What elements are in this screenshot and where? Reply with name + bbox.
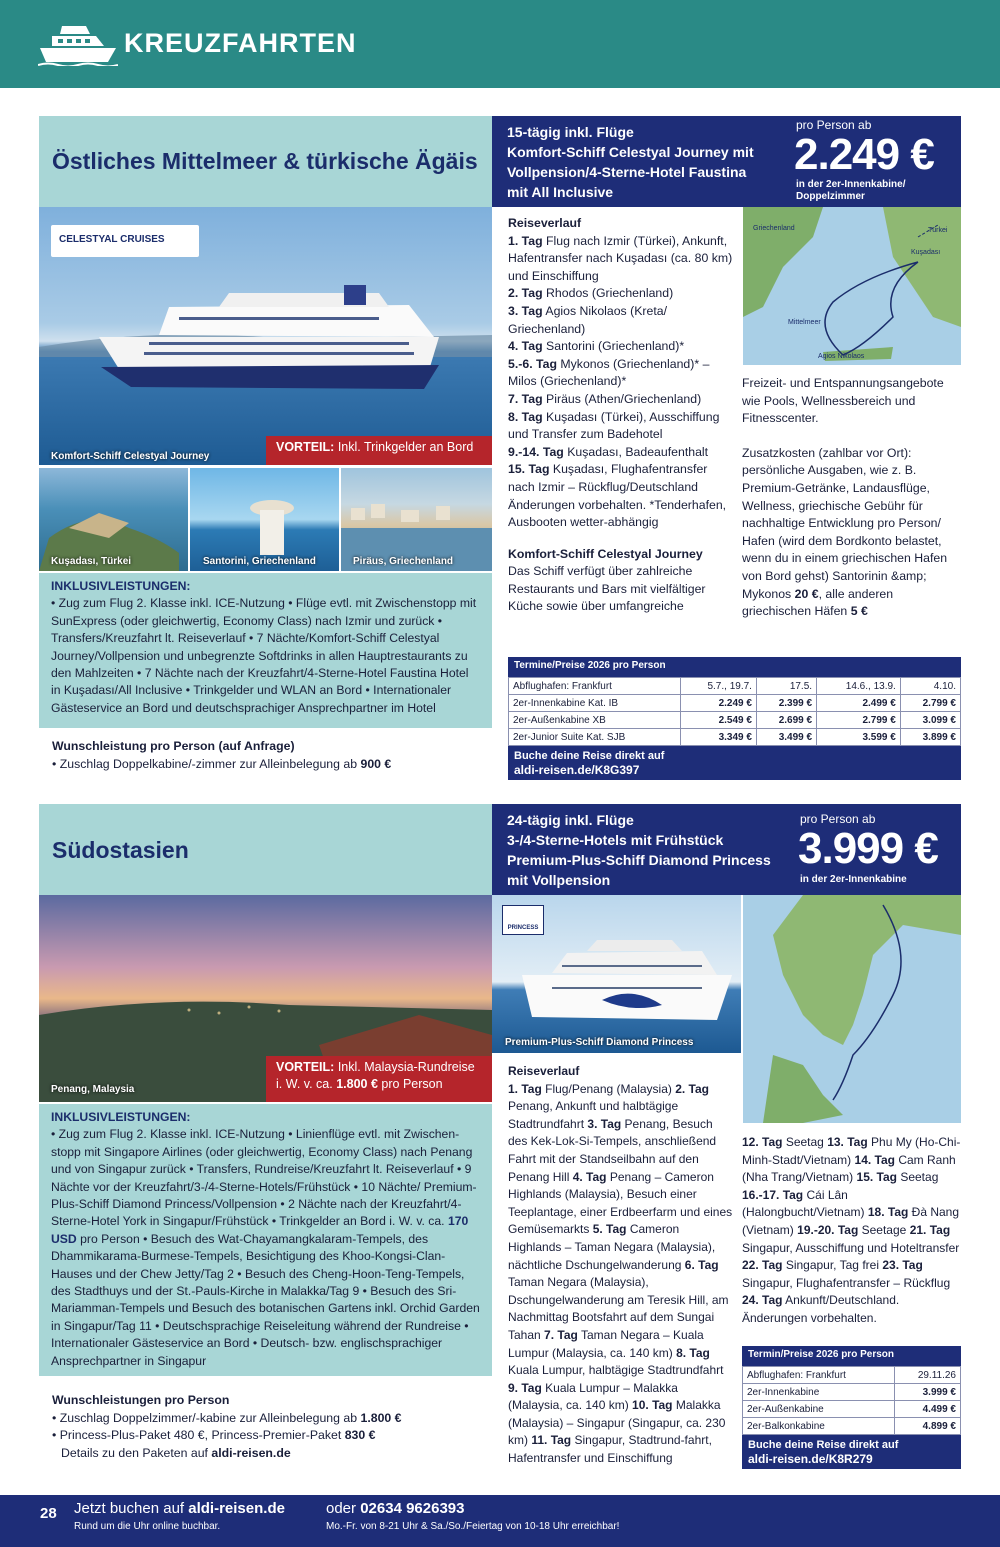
map-label: Griechenland bbox=[753, 225, 795, 232]
offer2-price-panel bbox=[492, 804, 961, 895]
price-table bbox=[742, 1366, 961, 1435]
offer2-ship-photo bbox=[492, 895, 741, 1053]
offer1-pro-person: pro Person ab bbox=[796, 118, 872, 132]
footer-phone bbox=[326, 1500, 464, 1517]
footer-link[interactable]: aldi-reisen.de bbox=[188, 1500, 285, 1517]
rv-note: Änderungen vorbehalten. bbox=[742, 1310, 877, 1325]
offer1-sub-line: mit All Inclusive bbox=[507, 184, 614, 200]
wunsch-price: 1.800 € bbox=[360, 1410, 402, 1425]
table-title: Termine/Preise 2026 pro Person bbox=[508, 657, 961, 677]
offer2-sub-line: 3-/4-Sterne-Hotels mit Frühstück bbox=[507, 832, 724, 848]
footer-online: Rund um die Uhr online buchbar. bbox=[74, 1521, 221, 1532]
offer1-ship-caption: Komfort-Schiff Celestyal Journey bbox=[51, 451, 210, 462]
offer2-pro-person: pro Person ab bbox=[800, 812, 876, 826]
inkl-text: • Zug zum Flug 2. Klasse inkl. ICE-Nutzung • Flüge evtl. mit Zwischenstopp mit SunExpress (oder gleichwertig, Economy Class) nach Izmir und zurück • Transfers/Kreuzfahrt lt. Reiseverlauf • 7 Nächte/Komfort-Schiff Celestyal Journey/Vollpension und unbegrenzte Softdrinks in allen Hauptrestaurants zu den Mahlzeiten • 7 Nächte nach der Kreuzfahrt/4-Sterne-Hotel Faustina Hotel in Kuşadası/All Inclusive • Trinkgelder und WLAN an Bord • Internationaler Gästeservice an Bord und deutschsprachiger Ansprechpartner im Hotel bbox=[51, 596, 477, 715]
wunsch-price: 900 € bbox=[360, 756, 392, 771]
page-number: 28 bbox=[40, 1505, 57, 1522]
footer-oder: oder bbox=[326, 1500, 357, 1517]
offer1-vorteil-badge bbox=[266, 436, 492, 465]
ship-title: Komfort-Schiff Celestyal Journey bbox=[508, 546, 703, 561]
offer1-inklusivleistungen bbox=[39, 573, 492, 728]
map-label: Mittelmeer bbox=[788, 319, 821, 326]
table-row: 2er-Junior Suite Kat. SJB 3.349 € 3.499 € 3.599 € 3.899 € bbox=[509, 729, 961, 746]
offer1-subtitle bbox=[507, 122, 777, 202]
vorteil-text: i. W. v. ca. bbox=[276, 1077, 333, 1091]
inkl-text: • Zug zum Flug 2. Klasse inkl. ICE-Nutzung • Linienflüge evtl. mit Zwischen-stopp mit Singapore Airlines (oder gleichwertig, Economy Class) nach Penang und von Singapur zurück • Transfers, Rundreise/Kreuzfahrt lt. Reiseverlauf • 9 Nächte vor der Kreuzfahrt/3-/4-Sterne-Hotels/Frühstück • 10 Nächte/ Premium-Plus-Schiff Diamond Princess/Vollpension • 2 Nächte nach der Kreuzfahrt/4-Sterne-Hotel York in Singapur/Frühstück • Trinkgelder an Bord i. W. v. ca. bbox=[51, 1127, 477, 1229]
offer2-vorteil-badge bbox=[266, 1056, 492, 1102]
footer-book-text: Jetzt buchen auf bbox=[74, 1500, 185, 1517]
table-row: 2er-Balkonkabine 4.899 € bbox=[743, 1418, 961, 1435]
photo-caption: Piräus, Griechenland bbox=[353, 556, 454, 567]
vorteil-label: VORTEIL: bbox=[276, 440, 335, 454]
offer2-sub-line: mit Vollpension bbox=[507, 872, 611, 888]
page-header bbox=[0, 0, 1000, 88]
rv-note: Änderungen vorbehalten. *Tenderhafen, Ausbooten wetter-abhängig bbox=[508, 497, 727, 530]
offer2-price-note: in der 2er-Innenkabine bbox=[800, 874, 907, 885]
inkl-title: INKLUSIVLEISTUNGEN: bbox=[51, 1110, 191, 1124]
offer1-sub-line: 15-tägig inkl. Flüge bbox=[507, 124, 634, 140]
offer2-subtitle bbox=[507, 810, 787, 890]
photo-caption: Kuşadası, Türkei bbox=[51, 556, 132, 567]
vorteil-text: Inkl. Trinkgelder an Bord bbox=[337, 440, 474, 454]
booking-link[interactable]: Buche deine Reise direkt auf aldi-reisen.de/K8R279 bbox=[742, 1435, 961, 1469]
offer2-reiseverlauf-cont: 12. Tag Seetag 13. Tag Phu My (Ho-Chi-Minh-Stadt/Vietnam) 14. Tag Cam Ranh (Nha Trang/Vietnam) 15. Tag Seetag 16.-17. Tag Cái Lân (Halongbucht/Vietnam) 18. Tag Đà Nang (Vietnam) 19.-20. Tag Seetage 21. Tag Singapur, Ausschiffung und Hoteltransfer 22. Tag Singapur, Tag frei 23. Tag Singapur, Flughafentransfer – Rückflug 24. Tag Ankunft/Deutschland. Änderungen vorbehalten. bbox=[742, 1135, 961, 1325]
offer1-ship-photo bbox=[39, 207, 492, 465]
fee-b: 5 € bbox=[850, 604, 868, 619]
fee-a: 20 € bbox=[794, 586, 819, 601]
offer2-wunschleistungen bbox=[52, 1392, 492, 1462]
table-row: 2er-Außenkabine XB 2.549 € 2.699 € 2.799 € 3.099 € bbox=[509, 712, 961, 729]
offer1-price: 2.249 € bbox=[794, 130, 934, 179]
offer1-sub-line: Vollpension/4-Sterne-Hotel Faustina bbox=[507, 164, 747, 180]
offer2-inklusivleistungen bbox=[39, 1104, 492, 1376]
rv-title: Reiseverlauf bbox=[508, 1064, 580, 1078]
inkl-text: pro Person • Besuch des Wat-Chayamangkalaram-Tempels, des Dhammikarama-Burmese-Tempels, Besichtigung des Khoo-Kongsi-Clan-Hauses und der Chew Jetty/Tag 2 • Besuch des Cheng-Hoon-Teng-Tempels, des Stadthuys und der St.-Pauls-Kirche in Malakka/Tag 9 • Besuch des Sri-Mariamman-Tempels und Besuch des botanischen Gartens inkl. Orchid Garden in Singapur/Tag 11 • Deutschsprachige Reiseleitung während der Rundreise • Internationaler Gästeservice an Bord • Deutsch- bzw. englischsprachiger Ansprechpartner in Singapur bbox=[51, 1231, 480, 1368]
vorteil-price: 1.800 € bbox=[336, 1077, 378, 1091]
inkl-title: INKLUSIVLEISTUNGEN: bbox=[51, 579, 191, 593]
offer2-route-map bbox=[743, 895, 961, 1123]
wunsch-title: Wunschleistungen pro Person bbox=[52, 1393, 230, 1407]
ship-text: Das Schiff verfügt über zahlreiche Restaurants und Bars mit vielfältiger Küche sowie über umfangreiche bbox=[508, 564, 706, 614]
offer1-title: Östliches Mittelmeer & türkische Ägäis bbox=[52, 148, 478, 174]
table-row: 2er-Innenkabine 3.999 € bbox=[743, 1384, 961, 1401]
map-label: Agios Nikolaos bbox=[818, 353, 865, 360]
offer2-price-table bbox=[742, 1346, 961, 1469]
map-label: Türkei bbox=[928, 227, 948, 234]
rv-title: Reiseverlauf bbox=[508, 216, 582, 230]
wunsch-text: • Princess-Plus-Paket 480 €, Princess-Premier-Paket bbox=[52, 1428, 342, 1443]
footer-book bbox=[74, 1500, 285, 1517]
offer1-wunschleistung bbox=[52, 738, 492, 773]
offer2-title: Südostasien bbox=[52, 837, 189, 863]
wunsch-text: • Zuschlag Doppelkabine/-zimmer zur Alleinbelegung ab bbox=[52, 756, 358, 771]
offer2-ship-caption: Premium-Plus-Schiff Diamond Princess bbox=[505, 1037, 694, 1048]
offer2-sub-line: Premium-Plus-Schiff Diamond Princess bbox=[507, 852, 771, 868]
vorteil-label: VORTEIL: bbox=[276, 1060, 335, 1074]
wunsch-text: Details zu den Paketen auf bbox=[61, 1445, 208, 1460]
section-title: KREUZFAHRTEN bbox=[124, 28, 357, 58]
vorteil-text: pro Person bbox=[381, 1077, 443, 1091]
offer1-sub-line: Komfort-Schiff Celestyal Journey mit bbox=[507, 144, 754, 160]
right-text-2b: , alle anderen griechischen Häfen bbox=[742, 586, 894, 619]
footer-hours: Mo.-Fr. von 8-21 Uhr & Sa./So./Feiertag von 10-18 Uhr erreichbar! bbox=[326, 1521, 620, 1532]
offer1-right-text bbox=[742, 375, 961, 621]
table-row: 2er-Außenkabine 4.499 € bbox=[743, 1401, 961, 1418]
offer2-price: 3.999 € bbox=[798, 824, 938, 873]
offer2-photo-caption: Penang, Malaysia bbox=[51, 1084, 135, 1095]
booking-link[interactable]: Buche deine Reise direkt auf aldi-reisen.de/K8G397 bbox=[508, 746, 961, 780]
wunsch-title: Wunschleistung pro Person (auf Anfrage) bbox=[52, 739, 295, 753]
map-label: Kuşadası bbox=[911, 249, 941, 256]
offer1-price-note: in der 2er-Innenkabine/ Doppelzimmer bbox=[796, 179, 906, 202]
offer1-route-map bbox=[743, 207, 961, 365]
wunsch-price: 830 € bbox=[344, 1428, 376, 1443]
wunsch-text: • Zuschlag Doppelzimmer/-kabine zur Alleinbelegung ab bbox=[52, 1410, 358, 1425]
celestyal-logo: CELESTYAL CRUISES bbox=[51, 225, 199, 257]
phone-number[interactable]: 02634 9626393 bbox=[360, 1500, 465, 1517]
right-text-1: Freizeit- und Entspannungsangebote wie Pools, Wellnessbereich und Fitnesscenter. bbox=[742, 376, 944, 426]
vorteil-text: Inkl. Malaysia-Rundreise bbox=[337, 1060, 475, 1074]
offer1-title-panel bbox=[39, 116, 492, 207]
table-row: 2er-Innenkabine Kat. IB 2.249 € 2.399 € 2.499 € 2.799 € bbox=[509, 695, 961, 712]
offer2-sub-line: 24-tägig inkl. Flüge bbox=[507, 812, 634, 828]
inkl-usd: 170 USD bbox=[51, 1214, 469, 1246]
photo-caption: Santorini, Griechenland bbox=[203, 556, 316, 567]
right-text-2: Zusatzkosten (zahlbar vor Ort): persönliche Ausgaben, wie z. B. Premium-Getränke, Landausflüge, Wellness, griechische Gebühr für nachhaltige Entwicklung pro Person/ Hafen (wird dem Bordkonto belastet, wenn du in einem griechischen Hafen von Bord gehst) Santorinin &amp; Mykonos bbox=[742, 445, 948, 601]
price-table bbox=[508, 677, 961, 746]
offer1-reiseverlauf: Reiseverlauf 1. Tag Flug nach Izmir (Türkei), Ankunft, Hafentransfer nach Kuşadası (ca. 80 km) und Einschiffung 2. Tag Rhodos (Griechenland) 3. Tag Agios Nikolaos (Kreta/ Griechenland) 4. Tag Santorini (Griechenland)* 5.-6. Tag Mykonos (Griechenland)* – Milos (Griechenland)* 7. Tag Piräus (Athen/Griechenland) 8. Tag Kuşadası (Türkei), Ausschiffung und Transfer zum Badehotel 9.-14. Tag Kuşadası, Badeaufenthalt 15. Tag Kuşadası, Flughafentransfer nach Izmir – Rückflug/Deutschland Änderungen vorbehalten. *Tenderhafen, Ausbooten wetter-abhängig Komfort-Schiff Celestyal Journey Das Schiff verfügt über zahlreiche Restaurants und Bars mit vielfältiger Küche sowie über umfangreiche bbox=[508, 215, 733, 616]
wunsch-link[interactable]: aldi-reisen.de bbox=[211, 1445, 291, 1460]
table-header-row: Abflughafen: Frankfurt 5.7., 19.7. 17.5. 14.6., 13.9. 4.10. bbox=[509, 678, 961, 695]
offer1-price-panel bbox=[492, 116, 961, 207]
offer2-title-panel bbox=[39, 804, 492, 895]
offer2-reiseverlauf: Reiseverlauf 1. Tag Flug/Penang (Malaysia) 2. Tag Penang, Ankunft und halbtägige Stadtrundfahrt 3. Tag Penang, Besuch des Kek-Lok-Si-Tempels, anschließend Fahrt mit der Standseilbahn auf den Penang Hill 4. Tag Penang – Cameron Highlands (Malaysia), Besuch einer Teeplantage, einer Erdbeerfarm und eines Gemüsemarkts 5. Tag Cameron Highlands – Taman Negara (Malaysia), nächtliche Dschungelwanderung 6. Tag Taman Negara (Malaysia), Dschungelwanderung am Teresik Hill, am Nachmittag Bootsfahrt auf dem Sungai Tahan 7. Tag Taman Negara – Kuala Lumpur (Malaysia, ca. 140 km) 8. Tag Kuala Lumpur, halbtägige Stadtrundfahrt 9. Tag Kuala Lumpur – Malakka (Malaysia, ca. 140 km) 10. Tag Malakka (Malaysia) – Singapur (Singapur, ca. 230 km) 11. Tag Singapur, Stadtrund-fahrt, Hafentransfer und Einschiffung bbox=[508, 1064, 733, 1466]
table-title: Termin/Preise 2026 pro Person bbox=[742, 1346, 961, 1366]
ship-icon bbox=[38, 20, 118, 66]
princess-logo: PRINCESS bbox=[502, 905, 544, 935]
page-footer bbox=[0, 1495, 1000, 1547]
table-header-row: Abflughafen: Frankfurt 29.11.26 bbox=[743, 1367, 961, 1384]
offer1-price-table bbox=[508, 657, 961, 780]
